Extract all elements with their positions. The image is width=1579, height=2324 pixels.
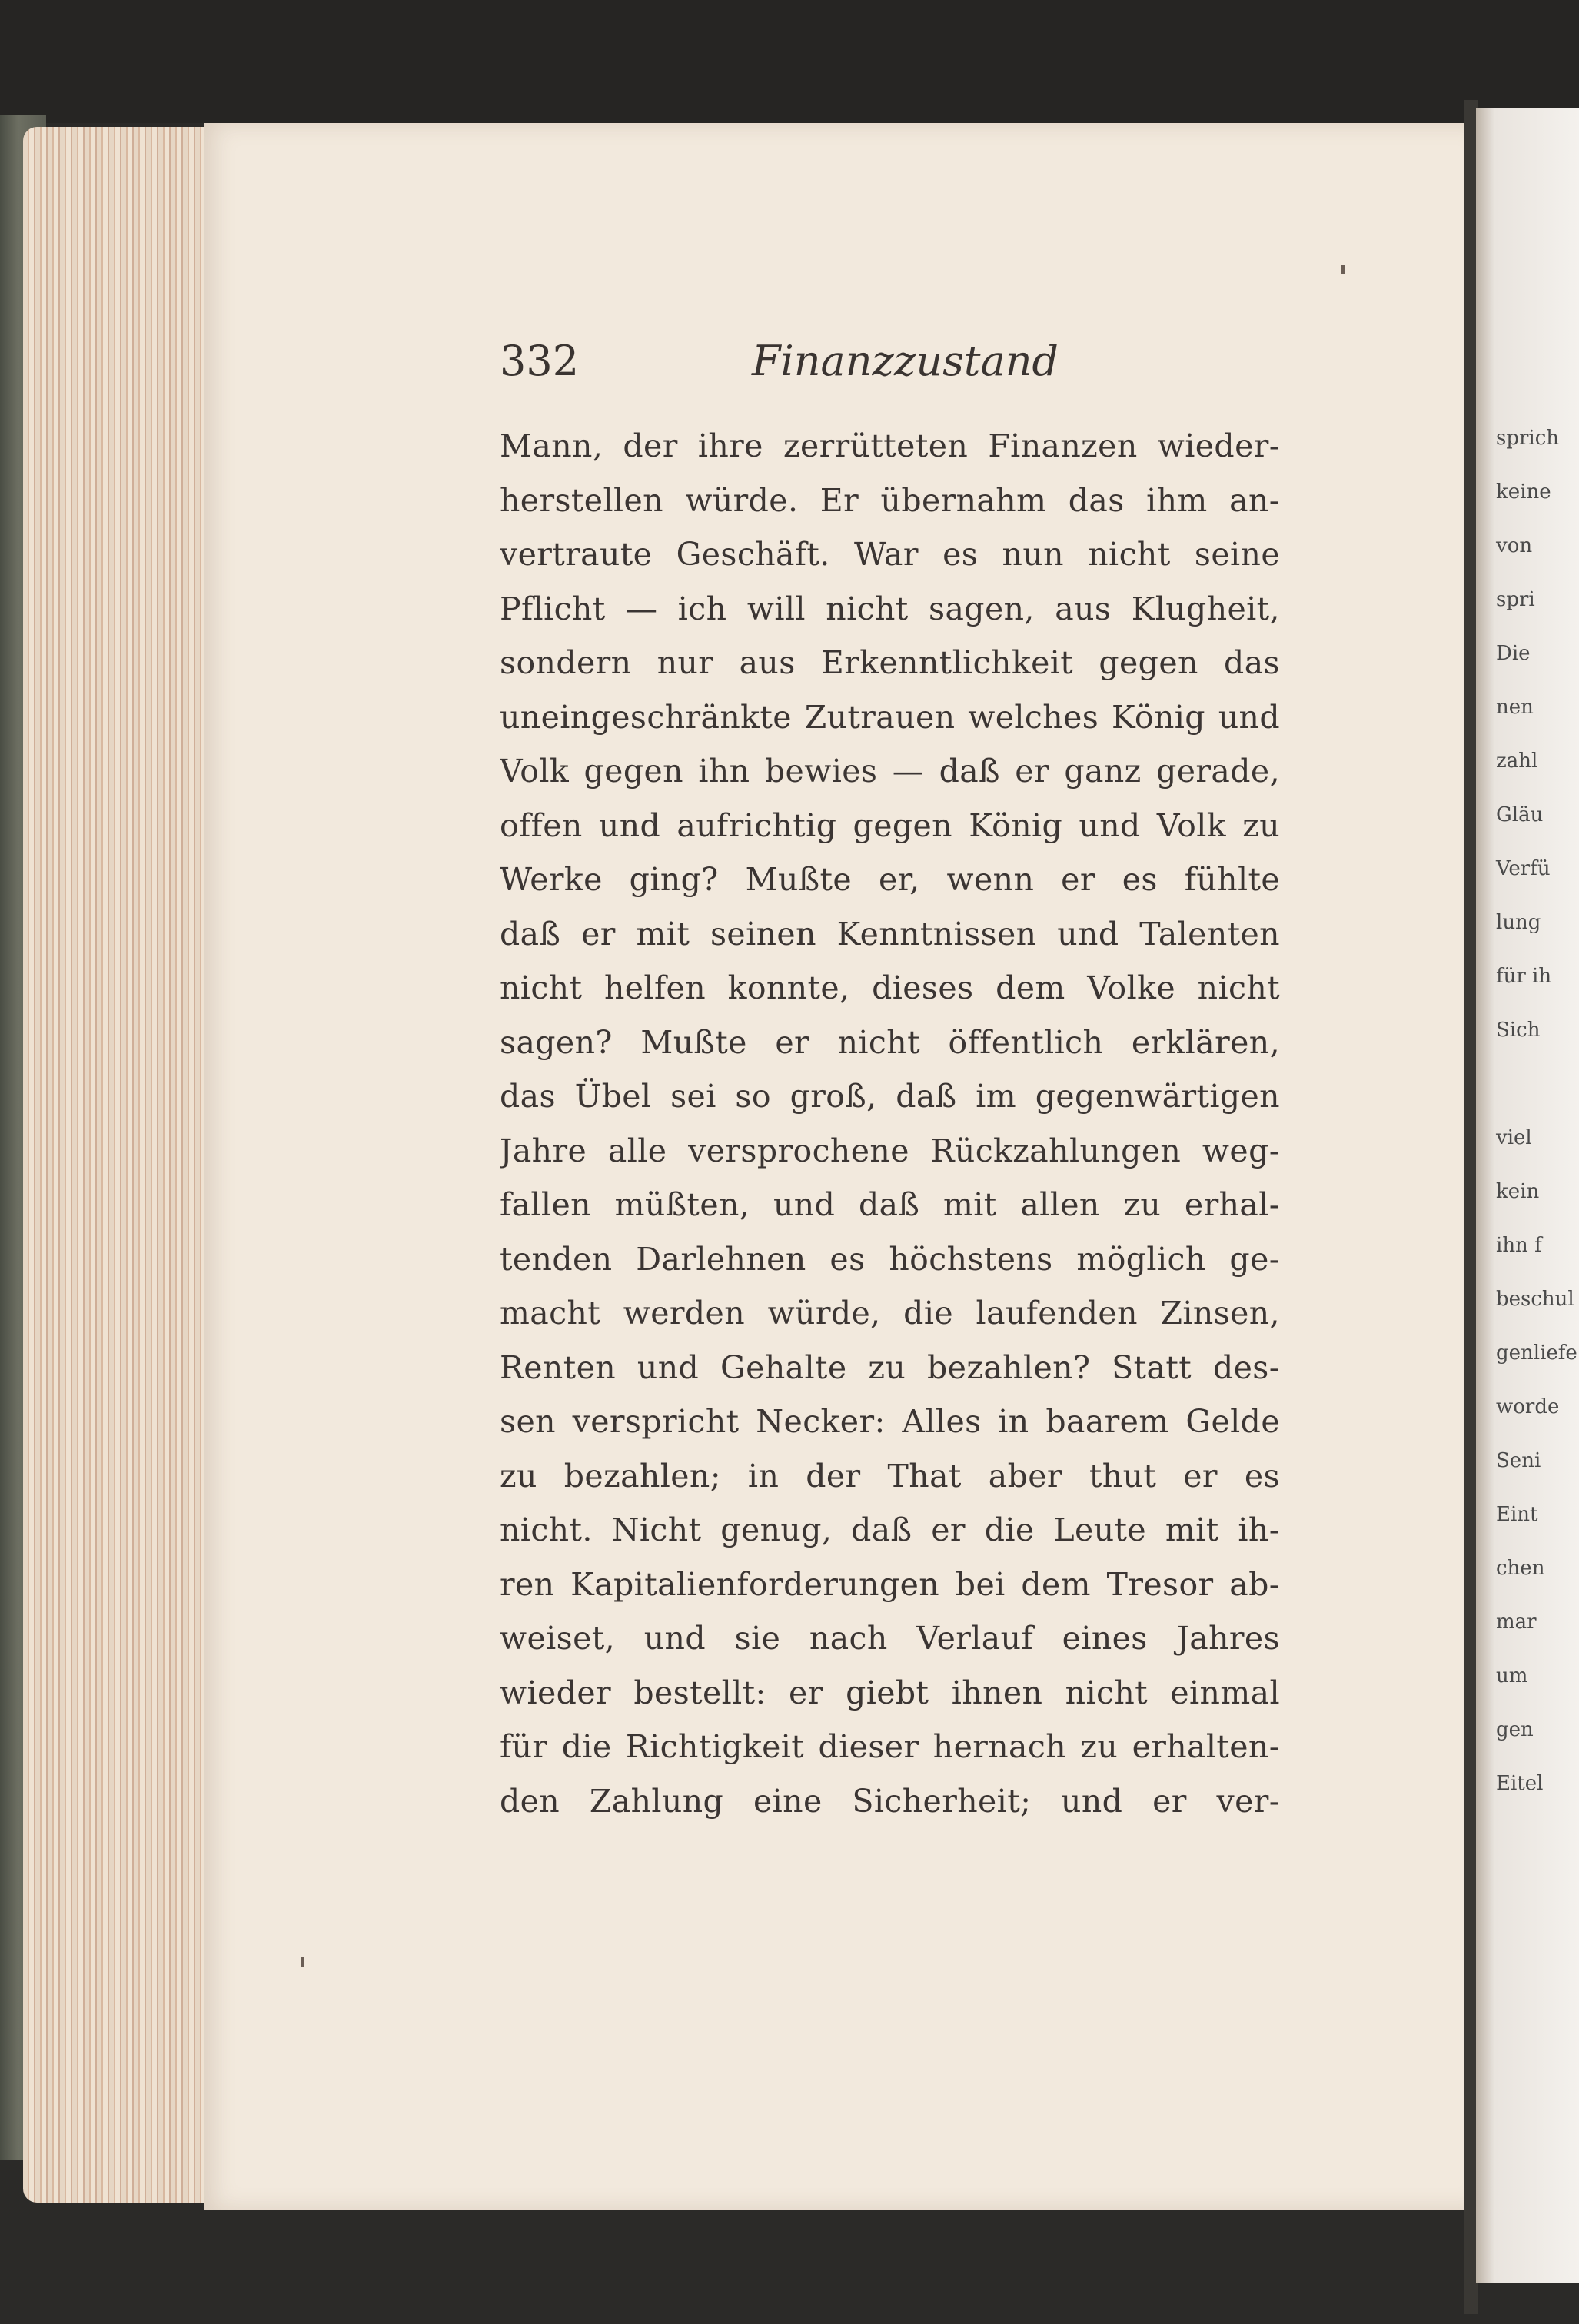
- next-page-fragment: beschul: [1496, 1288, 1574, 1311]
- text-line: zu bezahlen; in der That aber thut er es: [500, 1457, 1280, 1494]
- next-page-fragment: Eint: [1496, 1503, 1538, 1526]
- text-line: Jahre alle versprochene Rückzahlungen weg-: [500, 1132, 1280, 1169]
- text-line: Pflicht — ich will nicht sagen, aus Klugheit,: [500, 590, 1280, 627]
- next-page-fragment: Gläu: [1496, 803, 1544, 826]
- text-line: den Zahlung eine Sicherheit; und er ver-: [500, 1782, 1280, 1820]
- text-line: sagen? Mußte er nicht öffentlich erklären,: [500, 1023, 1280, 1061]
- paper-speck: [301, 1957, 304, 1967]
- next-page-fragment: genliefe: [1496, 1342, 1577, 1365]
- text-line: Mann, der ihre zerrütteten Finanzen wieder-: [500, 427, 1280, 464]
- text-line: offen und aufrichtig gegen König und Volk zu: [500, 806, 1280, 844]
- next-page-fragment: sprich: [1496, 427, 1560, 450]
- page-number: 332: [500, 337, 580, 385]
- next-page-fragment: Verfü: [1496, 857, 1551, 880]
- text-line: ren Kapitalienforderungen bei dem Tresor ab-: [500, 1565, 1280, 1603]
- text-line: herstellen würde. Er übernahm das ihm an-: [500, 481, 1280, 519]
- next-page-fragment: spri: [1496, 588, 1535, 611]
- body-text: [500, 419, 1280, 1828]
- next-page-fragment: Seni: [1496, 1449, 1541, 1472]
- text-line: sondern nur aus Erkenntlichkeit gegen das: [500, 644, 1280, 681]
- text-line: nicht helfen konnte, dieses dem Volke nicht: [500, 969, 1280, 1006]
- text-line: wieder bestellt: er giebt ihnen nicht einmal: [500, 1674, 1280, 1711]
- next-page-fragment: mar: [1496, 1611, 1537, 1634]
- text-line: Volk gegen ihn bewies — daß er ganz gerade,: [500, 753, 1280, 790]
- text-line: das Übel sei so groß, daß im gegenwärtigen: [500, 1078, 1280, 1115]
- paper-speck: [1341, 265, 1345, 274]
- next-page-fragment: viel: [1496, 1126, 1532, 1149]
- next-page-fragment: Eitel: [1496, 1772, 1544, 1795]
- next-page-fragment: gen: [1496, 1718, 1534, 1741]
- text-line: macht werden würde, die laufenden Zinsen,: [500, 1295, 1280, 1332]
- next-page-fragment: um: [1496, 1664, 1528, 1687]
- text-line: tenden Darlehnen es höchstens möglich ge-: [500, 1240, 1280, 1278]
- next-page-fragment: zahl: [1496, 750, 1538, 773]
- text-line: vertraute Geschäft. War es nun nicht seine: [500, 536, 1280, 573]
- next-page-fragment: nen: [1496, 696, 1534, 719]
- page-stack-edges: [23, 127, 215, 2203]
- next-page-fragment: ihn f: [1496, 1234, 1542, 1257]
- next-page-fragment: lung: [1496, 911, 1541, 934]
- next-page-fragment: chen: [1496, 1557, 1545, 1580]
- next-page-fragment: keine: [1496, 480, 1551, 504]
- next-page-fragment: für ih: [1496, 965, 1552, 988]
- next-page-fragment: kein: [1496, 1180, 1540, 1203]
- next-page-fragment: worde: [1496, 1395, 1560, 1418]
- page-header: [500, 337, 1280, 398]
- text-line: nicht. Nicht genug, daß er die Leute mit ih-: [500, 1511, 1280, 1548]
- background-top: [0, 0, 1579, 123]
- text-line: fallen müßten, und daß mit allen zu erhal-: [500, 1186, 1280, 1223]
- text-line: weiset, und sie nach Verlauf eines Jahres: [500, 1620, 1280, 1657]
- text-line: für die Richtigkeit dieser hernach zu erhalten-: [500, 1728, 1280, 1765]
- text-line: Werke ging? Mußte er, wenn er es fühlte: [500, 861, 1280, 898]
- text-line: Renten und Gehalte zu bezahlen? Statt des-: [500, 1348, 1280, 1386]
- next-page-fragment: Die: [1496, 642, 1531, 665]
- next-page-fragment: von: [1496, 534, 1533, 557]
- next-page-strip: [1476, 108, 1579, 2283]
- text-line: daß er mit seinen Kenntnissen und Talenten: [500, 915, 1280, 953]
- text-line: sen verspricht Necker: Alles in baarem Gelde: [500, 1403, 1280, 1440]
- running-title: Finanzzustand: [752, 337, 1059, 385]
- next-page-fragment: Sich: [1496, 1019, 1541, 1042]
- text-line: uneingeschränkte Zutrauen welches König und: [500, 698, 1280, 736]
